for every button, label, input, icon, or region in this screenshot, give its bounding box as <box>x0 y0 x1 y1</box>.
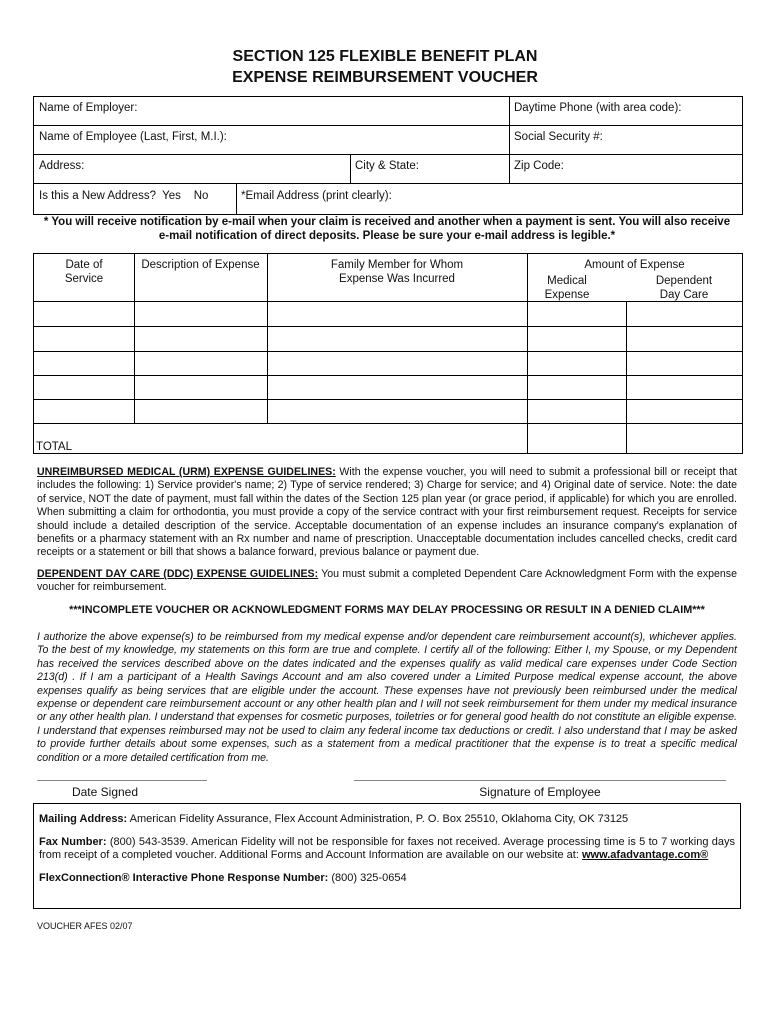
date-signed-label: Date Signed <box>71 785 139 799</box>
form-title: SECTION 125 FLEXIBLE BENEFIT PLAN <box>232 48 538 65</box>
col-date-of-service: Date of Service <box>64 259 104 285</box>
mailing-address: Mailing Address: American Fidelity Assurance, Flex Account Administration, P. O. Box 25510, Oklahoma City, OK 73125 <box>39 813 629 825</box>
employee-signature-label: Signature of Employee <box>479 785 601 799</box>
address-field[interactable]: Address: <box>39 160 85 172</box>
col-amount: Amount of Expense <box>584 259 685 271</box>
phone-info: FlexConnection® Interactive Phone Response Number: (800) 325-0654 <box>39 871 407 884</box>
employee-signature-line[interactable] <box>354 780 726 781</box>
daytime-phone-field[interactable]: Daytime Phone (with area code): <box>514 102 682 114</box>
expense-table <box>33 253 743 454</box>
col-dependent-day-care: Dependent Day Care <box>655 275 713 301</box>
city-state-field[interactable]: City & State: <box>355 160 419 172</box>
ssn-field[interactable]: Social Security #: <box>514 131 603 143</box>
authorization-text: I authorize the above expense(s) to be reimbursed from my medical expense and/or dependent care reimbursement account(s), whichever applies. To the best of my knowledge, my statements on this form are true and complete. I certify all of the following: Either I, my Spouse, or my Dependent has received the services described above on the dates indicated and the expenses qualify as valid medical care expenses under Code Section 213(d) . If I am a participant of a Health Savings Account and am also covered under a Limited Purpose medical expense account, the above expenses qualify as being services that are eligible under the account. These expenses have not previously been reimbursed under the medical expense or dependent care reimbursement account or any other health plan and I will not seek reimbursement for them under my medical insurance or any other health plan. I understand that expenses for cosmetic purposes, toiletries or for general good health do not constitute an eligible expense. I understand that expenses reimbursed may not be used to claim any federal income tax deductions or credit. I also understand that I may be asked to provide further details about some expenses, such as a statement from a medical practitioner that the expense is to treat a specific medical condition or a more detailed certification from me. <box>37 631 737 764</box>
website-link[interactable]: www.afadvantage.com® <box>581 849 709 862</box>
email-field[interactable]: *Email Address (print clearly): <box>241 190 392 202</box>
col-medical-expense: Medical Expense <box>544 275 590 301</box>
col-family-member: Family Member for Whom Expense Was Incurred <box>330 259 464 285</box>
total-label: TOTAL <box>36 441 72 453</box>
incomplete-warning: ***INCOMPLETE VOUCHER OR ACKNOWLEDGMENT FORMS MAY DELAY PROCESSING OR RESULT IN A DENIED CLAIM*** <box>69 604 705 616</box>
form-subtitle: EXPENSE REIMBURSEMENT VOUCHER <box>232 69 538 86</box>
employer-field[interactable]: Name of Employer: <box>39 102 138 114</box>
urm-guidelines: UNREIMBURSED MEDICAL (URM) EXPENSE GUIDELINES: With the expense voucher, you will need to submit a professional bill or receipt that includes the following: 1) Service provider's name; 2) Type of service rendered; 3) Charge for service; and 4) Original date of service. Note: the date of service, NOT the date of payment, must fall within the dates of the Section 125 plan year (or grace period, if applicable) for which you are enrolled. When submitting a claim for orthodontia, you must provide a copy of the service contract with your first reimbursement request. Receipts for service should include a detailed description of the service. Acceptable documentation of an expense includes an insurance company's explanation of benefits or a pharmacy statement with an Rx number and name of prescription. Unacceptable documentation includes cancelled checks, credit card receipts or a statement or bill that shows a balance forward, previous balance or payment due. <box>37 466 737 559</box>
info-grid <box>33 96 743 215</box>
ddc-guidelines: DEPENDENT DAY CARE (DDC) EXPENSE GUIDELINES: You must submit a completed Dependent Care Acknowledgment Form with the expense voucher for reimbursement. <box>37 568 737 594</box>
employee-name-field[interactable]: Name of Employee (Last, First, M.I.): <box>39 131 227 143</box>
form-code: VOUCHER AFES 02/07 <box>37 921 133 931</box>
col-description: Description of Expense <box>141 259 260 271</box>
mailing-info-box <box>33 803 741 909</box>
zip-field[interactable]: Zip Code: <box>514 160 564 172</box>
date-signed-line[interactable] <box>37 780 207 781</box>
fax-info: Fax Number: (800) 543-3539. American Fidelity will not be responsible for faxes not received. Average processing time is 5 to 7 working days from receipt of a completed voucher. Additional Forms and Account Information are available on our website at: www.afadvantage.com® <box>39 835 735 862</box>
email-notice: * You will receive notification by e-mail when your claim is received and another when a payment is sent. You will also receive e-mail notification of direct deposits. Please be sure your e-mail address is legible.* <box>43 216 731 242</box>
new-address-field[interactable]: Is this a New Address? Yes No <box>39 190 209 202</box>
